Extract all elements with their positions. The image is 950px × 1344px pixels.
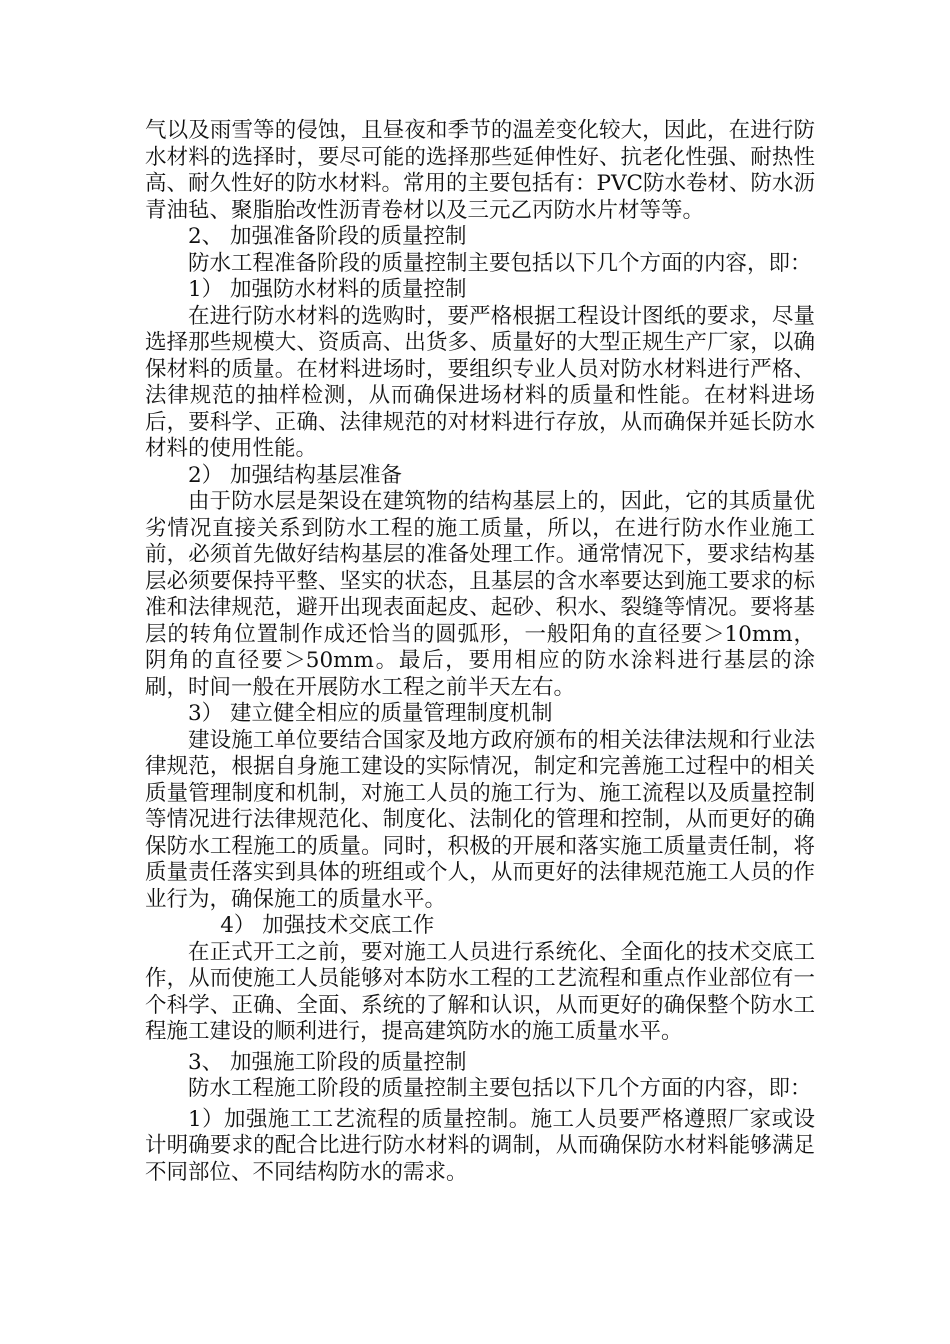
section-heading-3: 3、 加强施工阶段的质量控制 bbox=[188, 1049, 467, 1075]
subheading-1: 1） 加强防水材料的质量控制 bbox=[188, 277, 467, 302]
document-page bbox=[145, 118, 815, 1186]
paragraph-material-control: 在进行防水材料的选购时，要严格根据工程设计图纸的要求，尽量选择那些规模大、资质高、出货多、质量好的大型正规生产厂家，以确保材料的质量。在材料进场时，要组织专业人员对防水材料进行严格、法律规范的抽样检测，从而确保进场材料的质量和性能。在材料进场后，要科学、正确、法律规范的对材料进行存放，从而确保并延长防水材料的使用性能。 bbox=[145, 303, 815, 461]
subheading-3: 3） 建立健全相应的质量管理制度机制 bbox=[188, 701, 553, 726]
paragraph-management-system: 建设施工单位要结合国家及地方政府颁布的相关法律法规和行业法律规范，根据自身施工建设的实际情况，制定和完善施工过程中的相关质量管理制度和机制，对施工人员的施工行为、施工流程以及质量控制等情况进行法律规范化、制度化、法制化的管理和控制，从而更好的确保防水工程施工的质量。同时，积极的开展和落实施工质量责任制，将质量责任落实到具体的班组或个人，从而更好的法律规范施工人员的作业行为，确保施工的质量水平。 bbox=[145, 727, 815, 912]
paragraph-construction-stage-intro: 防水工程施工阶段的质量控制主要包括以下几个方面的内容，即： bbox=[188, 1076, 812, 1101]
paragraph-intro-continued: 气以及雨雪等的侵蚀，且昼夜和季节的温差变化较大，因此，在进行防水材料的选择时，要尽可能的选择那些延伸性好、抗老化性强、耐热性高、耐久性好的防水材料。常用的主要包括有：PVC防水卷材、防水沥青油毡、聚脂胎改性沥青卷材以及三元乙丙防水片材等等。 bbox=[145, 118, 815, 223]
paragraph-technical-briefing: 在正式开工之前，要对施工人员进行系统化、全面化的技术交底工作，从而使施工人员能够对本防水工程的工艺流程和重点作业部位有一个科学、正确、全面、系统的了解和认识，从而更好的确保整个防水工程施工建设的顺利进行，提高建筑防水的施工质量水平。 bbox=[145, 939, 815, 1044]
subheading-4: 4） 加强技术交底工作 bbox=[220, 913, 435, 938]
paragraph-base-layer: 由于防水层是架设在建筑物的结构基层上的，因此，它的其质量优劣情况直接关系到防水工程的施工质量，所以，在进行防水作业施工前，必须首先做好结构基层的准备处理工作。通常情况下，要求结构基层必须要保持平整、坚实的状态，且基层的含水率要达到施工要求的标准和法律规范，避开出现表面起皮、起砂、积水、裂缝等情况。要将基层的转角位置制作成还恰当的圆弧形，一般阳角的直径要＞10mm，阴角的直径要＞50mm。最后，要用相应的防水涂料进行基层的涂刷，时间一般在开展防水工程之前半天左右。 bbox=[145, 489, 815, 700]
subheading-2: 2） 加强结构基层准备 bbox=[188, 462, 403, 488]
section-heading-2: 2、 加强准备阶段的质量控制 bbox=[188, 224, 467, 249]
paragraph-prep-stage-intro: 防水工程准备阶段的质量控制主要包括以下几个方面的内容，即： bbox=[188, 250, 812, 276]
paragraph-process-control: 1）加强施工工艺流程的质量控制。施工人员要严格遵照厂家或设计明确要求的配合比进行防水材料的调制，从而确保防水材料能够满足不同部位、不同结构防水的需求。 bbox=[145, 1106, 815, 1185]
